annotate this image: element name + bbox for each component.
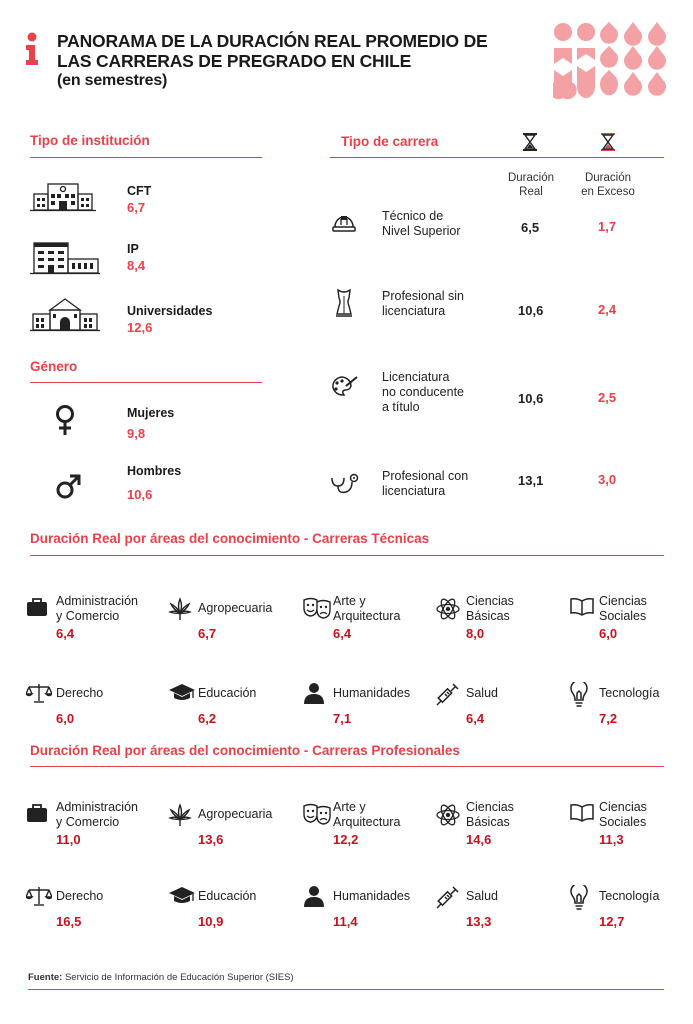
page-subtitle: (en semestres) [57, 72, 168, 89]
carrera-row-4-real: 13,1 [518, 473, 544, 488]
area-name-line1: Agropecuaria [198, 601, 273, 615]
area-item [26, 592, 151, 652]
carrera-row-1-name-line1: Técnico de [382, 209, 444, 223]
area-name-line1: Ciencias [466, 800, 514, 814]
carrera-row-3-name [382, 370, 464, 415]
area-name-line1: Derecho [56, 686, 104, 700]
hombres-value: 10,6 [127, 487, 153, 502]
female-icon [53, 404, 77, 436]
area-name [466, 686, 498, 701]
area-item [569, 677, 693, 737]
carrera-heading: Tipo de carrera [341, 134, 439, 149]
carrera-row-2-name-line2: licenciatura [382, 304, 446, 318]
atom-icon [436, 597, 460, 621]
carrera-row-1-name-line2: Nivel Superior [382, 224, 461, 238]
palette-icon [330, 374, 358, 400]
area-value: 10,9 [198, 914, 224, 929]
area-name-line1: Educación [198, 686, 257, 700]
cft-value: 6,7 [127, 200, 146, 215]
area-name-line1: Arte y [333, 800, 366, 814]
universidades-value: 12,6 [127, 320, 153, 335]
area-value: 11,4 [333, 914, 358, 929]
area-name [599, 800, 647, 829]
profesionales-divider [30, 766, 664, 767]
area-name-line2: Básicas [466, 814, 510, 829]
area-item [436, 798, 561, 858]
carrera-row-3-exceso: 2,5 [598, 390, 617, 405]
theater-masks-icon [303, 803, 331, 825]
area-item [168, 677, 293, 737]
col-real-line1: Duración [507, 172, 555, 184]
area-name [56, 594, 138, 623]
area-value: 14,6 [466, 832, 492, 847]
ip-label: IP [127, 242, 139, 256]
area-name [599, 594, 647, 623]
area-item [26, 798, 151, 858]
area-name [56, 800, 138, 829]
area-name-line1: Ciencias [466, 594, 514, 608]
carrera-row-2-real: 10,6 [518, 303, 544, 318]
area-value: 12,7 [599, 914, 625, 929]
area-value: 11,3 [599, 832, 624, 847]
area-name-line1: Administración [56, 594, 138, 608]
ip-value: 8,4 [127, 258, 146, 273]
area-name-line1: Ciencias [599, 800, 647, 814]
graduation-cap-icon [168, 885, 196, 905]
male-icon [55, 474, 81, 500]
carrera-row-4-exceso: 3,0 [598, 472, 617, 487]
area-item [303, 677, 428, 737]
col-duracion-real-header [500, 171, 562, 199]
area-name-line1: Salud [466, 889, 498, 903]
area-name-line2: y Comercio [56, 814, 120, 829]
cannabis-leaf-icon [168, 597, 192, 621]
mujeres-label: Mujeres [127, 406, 175, 420]
mujeres-value: 9,8 [127, 426, 146, 441]
col-real-line2: Real [519, 186, 543, 198]
graduation-cap-icon [168, 682, 196, 702]
area-item [26, 677, 151, 737]
briefcase-icon [26, 597, 48, 617]
col-exceso-line2: en Exceso [581, 186, 635, 198]
carrera-row-1-name [382, 209, 461, 239]
area-item [436, 880, 561, 940]
area-value: 16,5 [56, 914, 82, 929]
cannabis-leaf-icon [168, 803, 192, 827]
area-name-line2: Sociales [599, 814, 647, 829]
area-name [466, 594, 514, 623]
carrera-row-2-exceso: 2,4 [598, 302, 617, 317]
hombres-label: Hombres [127, 464, 182, 478]
area-name [198, 686, 256, 701]
area-item [436, 592, 561, 652]
area-name-line1: Educación [198, 889, 257, 903]
institucion-divider [30, 157, 262, 158]
area-name [56, 889, 103, 904]
area-name-line1: Agropecuaria [198, 807, 273, 821]
area-name [198, 889, 256, 904]
carrera-row-3-name-line1: Licenciatura [382, 370, 450, 384]
area-name [333, 686, 410, 701]
carrera-row-4-name [382, 469, 468, 499]
area-name [466, 800, 514, 829]
area-value: 13,3 [466, 914, 492, 929]
carrera-row-2-name [382, 289, 464, 319]
area-value: 6,4 [333, 626, 352, 641]
area-value: 12,2 [333, 832, 359, 847]
person-icon [303, 682, 325, 704]
mannequin-icon [334, 288, 354, 318]
col-duracion-exceso-header [574, 171, 642, 199]
cft-building-icon [30, 180, 96, 212]
area-name [466, 889, 498, 904]
area-value: 6,0 [599, 626, 618, 641]
area-name-line1: Tecnología [599, 889, 660, 903]
area-name [198, 807, 272, 822]
area-value: 6,4 [466, 711, 485, 726]
area-name-line1: Derecho [56, 889, 104, 903]
title-line-1: PANORAMA DE LA DURACIÓN REAL PROMEDIO DE [57, 31, 488, 51]
scale-icon [26, 885, 52, 907]
lightbulb-icon [569, 885, 589, 911]
area-name [599, 889, 659, 904]
cft-label: CFT [127, 184, 152, 198]
carrera-row-3-name-line3: a título [382, 400, 420, 414]
title-line-2: LAS CARRERAS DE PREGRADO EN CHILE [57, 51, 412, 71]
area-name [198, 601, 272, 616]
area-value: 6,4 [56, 626, 75, 641]
hourglass-exceso-icon [601, 133, 615, 151]
area-name [333, 594, 400, 623]
profesionales-heading: Duración Real por áreas del conocimiento - Carreras Profesionales [30, 743, 460, 758]
area-value: 8,0 [466, 626, 485, 641]
area-item [303, 880, 428, 940]
ip-building-icon [30, 241, 100, 275]
hard-hat-icon [332, 213, 356, 233]
syringe-icon [436, 885, 460, 909]
area-item [303, 592, 428, 652]
source-text: Servicio de Información de Educación Superior (SIES) [62, 972, 294, 983]
footer-divider [28, 989, 664, 990]
area-value: 6,0 [56, 711, 75, 726]
area-name-line2: y Comercio [56, 608, 120, 623]
area-name [333, 889, 410, 904]
syringe-icon [436, 682, 460, 706]
carrera-row-4-name-line1: Profesional con [382, 469, 469, 483]
area-item [168, 592, 293, 652]
area-name-line2: Básicas [466, 608, 510, 623]
hourglass-real-icon [523, 133, 537, 151]
area-name-line1: Salud [466, 686, 498, 700]
atom-icon [436, 803, 460, 827]
hourglass-drops-decoration [553, 20, 673, 102]
area-name-line1: Humanidades [333, 889, 411, 903]
scale-icon [26, 682, 52, 704]
source-label: Fuente: [28, 972, 63, 983]
area-name-line1: Tecnología [599, 686, 660, 700]
area-name [56, 686, 103, 701]
area-value: 7,1 [333, 711, 352, 726]
lightbulb-icon [569, 682, 589, 708]
area-item [168, 880, 293, 940]
area-item [569, 798, 693, 858]
carrera-row-1-exceso: 1,7 [598, 219, 617, 234]
area-name-line1: Humanidades [333, 686, 411, 700]
area-name-line1: Ciencias [599, 594, 647, 608]
area-value: 13,6 [198, 832, 224, 847]
university-building-icon [30, 296, 100, 332]
area-name-line1: Administración [56, 800, 138, 814]
area-name [599, 686, 659, 701]
page-title [57, 31, 527, 91]
area-item [436, 677, 561, 737]
area-item [168, 798, 293, 858]
genero-divider [30, 382, 262, 383]
area-item [569, 880, 693, 940]
person-icon [303, 885, 325, 907]
theater-masks-icon [303, 597, 331, 619]
carrera-row-3-name-line2: no conducente [382, 385, 465, 399]
institucion-heading: Tipo de institución [30, 133, 150, 148]
tecnicas-heading: Duración Real por áreas del conocimiento - Carreras Técnicas [30, 531, 430, 546]
col-exceso-line1: Duración [584, 172, 632, 184]
open-book-icon [569, 803, 595, 823]
carrera-row-2-name-line1: Profesional sin [382, 289, 464, 303]
area-item [569, 592, 693, 652]
briefcase-icon [26, 803, 48, 823]
area-name [333, 800, 400, 829]
universidades-label: Universidades [127, 304, 213, 318]
area-value: 6,7 [198, 626, 217, 641]
source-note [28, 972, 294, 983]
carrera-row-4-name-line2: licenciatura [382, 484, 446, 498]
carrera-row-3-real: 10,6 [518, 391, 544, 406]
tecnicas-divider [30, 555, 664, 556]
area-value: 11,0 [56, 832, 81, 847]
carrera-divider [330, 157, 664, 158]
area-name-line2: Arquitectura [333, 608, 401, 623]
area-value: 7,2 [599, 711, 618, 726]
genero-heading: Género [30, 359, 78, 374]
area-name-line2: Sociales [599, 608, 647, 623]
area-name-line2: Arquitectura [333, 814, 401, 829]
open-book-icon [569, 597, 595, 617]
area-item [303, 798, 428, 858]
area-name-line1: Arte y [333, 594, 366, 608]
carrera-row-1-real: 6,5 [521, 220, 540, 235]
stethoscope-icon [330, 470, 360, 496]
area-item [26, 880, 151, 940]
info-icon [24, 32, 40, 66]
area-value: 6,2 [198, 711, 217, 726]
